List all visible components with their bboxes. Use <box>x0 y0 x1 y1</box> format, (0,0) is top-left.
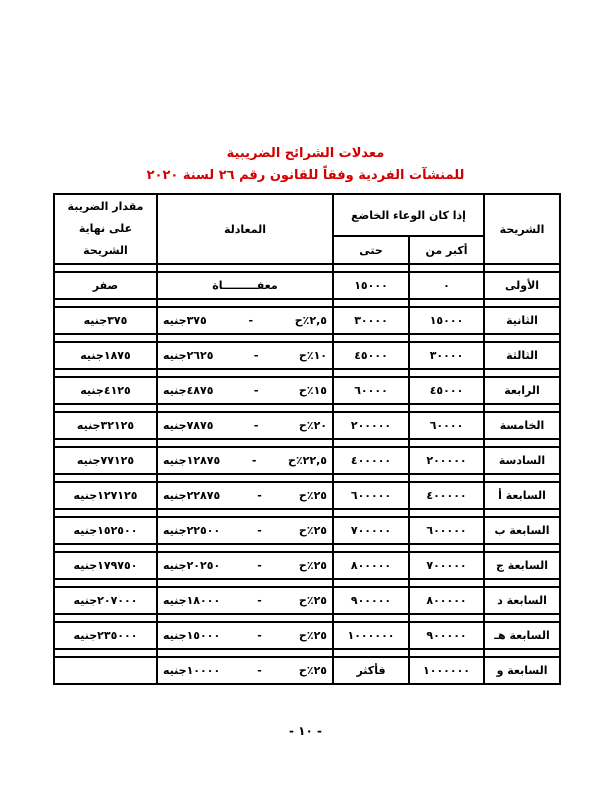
row-spacer <box>54 299 560 307</box>
equation-expression <box>161 594 329 607</box>
spacer-cell <box>157 509 333 517</box>
spacer-cell <box>54 474 157 482</box>
spacer-cell <box>54 579 157 587</box>
cell-equation <box>157 377 333 404</box>
spacer-cell <box>157 439 333 447</box>
table-row <box>54 307 560 334</box>
cell-more-than: ٧٠٠٠٠٠ <box>409 552 484 579</box>
equation-rate: ٢٢,٥٪ح <box>288 454 327 467</box>
table-row <box>54 447 560 474</box>
spacer-cell <box>333 439 409 447</box>
spacer-cell <box>409 579 484 587</box>
equation-rate: ٢٠٪ح <box>298 419 327 432</box>
cell-up-to: ٨٠٠٠٠٠ <box>333 552 409 579</box>
equation-expression <box>161 524 329 537</box>
table-row <box>54 657 560 684</box>
cell-more-than: ٦٠٠٠٠٠ <box>409 517 484 544</box>
spacer-cell <box>333 649 409 657</box>
spacer-cell <box>157 544 333 552</box>
cell-tax-amount: صفر <box>54 272 157 299</box>
spacer-cell <box>54 614 157 622</box>
cell-up-to: فأكثر <box>333 657 409 684</box>
document-title: معدلات الشرائح الضريبية <box>226 146 385 161</box>
table-row <box>54 622 560 649</box>
cell-bracket: الرابعة <box>484 377 560 404</box>
spacer-cell <box>484 579 560 587</box>
minus-sign: - <box>257 524 262 537</box>
spacer-cell <box>54 369 157 377</box>
spacer-cell <box>333 299 409 307</box>
spacer-cell <box>333 544 409 552</box>
equation-expression <box>161 349 329 362</box>
table-row <box>54 272 560 299</box>
spacer-cell <box>484 474 560 482</box>
equation-rate: ٢٥٪ح <box>298 489 327 502</box>
spacer-cell <box>333 404 409 412</box>
minus-sign: - <box>257 489 262 502</box>
spacer-cell <box>54 404 157 412</box>
minus-sign: - <box>253 419 259 432</box>
cell-tax-amount: ٧٧١٢٥جنيه <box>54 447 157 474</box>
minus-sign: - <box>253 384 259 397</box>
cell-up-to: ٤٠٠٠٠٠ <box>333 447 409 474</box>
table-row <box>54 342 560 369</box>
spacer-cell <box>409 474 484 482</box>
cell-tax-amount: ٢٣٥٠٠٠جنيه <box>54 622 157 649</box>
cell-tax-amount: ١٢٧١٢٥جنيه <box>54 482 157 509</box>
cell-up-to: ٦٠٠٠٠ <box>333 377 409 404</box>
table-row <box>54 552 560 579</box>
cell-bracket: الخامسة <box>484 412 560 439</box>
cell-equation <box>157 622 333 649</box>
spacer-cell <box>54 439 157 447</box>
header-more-than: أكبر من <box>409 236 484 264</box>
cell-up-to: ١٠٠٠٠٠٠ <box>333 622 409 649</box>
row-spacer <box>54 579 560 587</box>
cell-up-to: ٢٠٠٠٠٠ <box>333 412 409 439</box>
spacer-cell <box>333 264 409 272</box>
header-up-to: حتى <box>333 236 409 264</box>
spacer-cell <box>157 474 333 482</box>
row-spacer <box>54 509 560 517</box>
equation-subtract: ١٥٠٠٠جنيه <box>163 629 221 642</box>
cell-bracket: الأولى <box>484 272 560 299</box>
cell-bracket: السابعة ب <box>484 517 560 544</box>
spacer-cell <box>54 299 157 307</box>
minus-sign: - <box>257 664 262 677</box>
cell-bracket: السابعة د <box>484 587 560 614</box>
table-row <box>54 587 560 614</box>
minus-sign: - <box>257 559 262 572</box>
spacer-cell <box>333 474 409 482</box>
spacer-cell <box>157 369 333 377</box>
cell-bracket: السابعة هـ <box>484 622 560 649</box>
cell-more-than: ٩٠٠٠٠٠ <box>409 622 484 649</box>
cell-tax-amount: ١٨٧٥جنيه <box>54 342 157 369</box>
cell-more-than: ١٥٠٠٠ <box>409 307 484 334</box>
minus-sign: - <box>257 594 262 607</box>
spacer-cell <box>157 404 333 412</box>
cell-equation <box>157 342 333 369</box>
row-spacer <box>54 334 560 342</box>
row-spacer <box>54 474 560 482</box>
cell-more-than: ٨٠٠٠٠٠ <box>409 587 484 614</box>
row-spacer <box>54 614 560 622</box>
spacer-cell <box>409 334 484 342</box>
equation-rate: ٢٥٪ح <box>298 594 327 607</box>
minus-sign: - <box>253 349 259 362</box>
equation-rate: ٢٥٪ح <box>298 664 327 677</box>
spacer-cell <box>484 299 560 307</box>
cell-bracket: السادسة <box>484 447 560 474</box>
tax-brackets-table <box>53 193 561 685</box>
page-number: - ١٠ - <box>289 724 322 738</box>
cell-tax-amount: ٣٧٥جنيه <box>54 307 157 334</box>
spacer-cell <box>409 649 484 657</box>
equation-rate: ١٠٪ح <box>298 349 327 362</box>
cell-more-than: ٠ <box>409 272 484 299</box>
equation-subtract: ٤٨٧٥جنيه <box>163 384 214 397</box>
equation-expression <box>161 314 329 327</box>
cell-up-to: ٦٠٠٠٠٠ <box>333 482 409 509</box>
cell-equation <box>157 552 333 579</box>
cell-more-than: ٢٠٠٠٠٠ <box>409 447 484 474</box>
equation-rate: ٢٥٪ح <box>298 629 327 642</box>
spacer-cell <box>54 509 157 517</box>
equation-rate: ١٥٪ح <box>298 384 327 397</box>
spacer-cell <box>484 334 560 342</box>
cell-tax-amount: ١٥٢٥٠٠جنيه <box>54 517 157 544</box>
cell-bracket: الثالثة <box>484 342 560 369</box>
cell-tax-amount: ٢٠٧٠٠٠جنيه <box>54 587 157 614</box>
cell-equation <box>157 412 333 439</box>
spacer-cell <box>484 509 560 517</box>
spacer-cell <box>409 614 484 622</box>
equation-subtract: ٧٨٧٥جنيه <box>163 419 214 432</box>
cell-up-to: ٩٠٠٠٠٠ <box>333 587 409 614</box>
spacer-cell <box>484 404 560 412</box>
spacer-cell <box>484 649 560 657</box>
spacer-cell <box>54 264 157 272</box>
spacer-cell <box>409 544 484 552</box>
table-row <box>54 482 560 509</box>
cell-tax-amount <box>54 657 157 684</box>
cell-bracket: السابعة أ <box>484 482 560 509</box>
equation-expression <box>161 489 329 502</box>
cell-bracket: الثانية <box>484 307 560 334</box>
cell-tax-amount: ١٧٩٧٥٠جنيه <box>54 552 157 579</box>
spacer-cell <box>333 509 409 517</box>
cell-up-to: ٤٥٠٠٠ <box>333 342 409 369</box>
cell-equation <box>157 272 333 299</box>
cell-more-than: ٦٠٠٠٠ <box>409 412 484 439</box>
header-tax-amount: مقدار الضريبة على نهاية الشريحة <box>54 194 157 264</box>
equation-subtract: ٢٢٥٠٠جنيه <box>163 524 221 537</box>
spacer-cell <box>409 299 484 307</box>
row-spacer <box>54 264 560 272</box>
exempt-label: معفـــــــــاة <box>212 279 278 292</box>
table-row <box>54 412 560 439</box>
cell-tax-amount: ٣٢١٢٥جنيه <box>54 412 157 439</box>
spacer-cell <box>484 369 560 377</box>
equation-rate: ٢٥٪ح <box>298 559 327 572</box>
cell-up-to: ٧٠٠٠٠٠ <box>333 517 409 544</box>
equation-subtract: ١٠٠٠٠جنيه <box>163 664 221 677</box>
minus-sign: - <box>257 629 262 642</box>
spacer-cell <box>157 299 333 307</box>
equation-subtract: ١٨٠٠٠جنيه <box>163 594 221 607</box>
spacer-cell <box>409 439 484 447</box>
row-spacer <box>54 544 560 552</box>
cell-up-to: ٣٠٠٠٠ <box>333 307 409 334</box>
spacer-cell <box>409 404 484 412</box>
cell-tax-amount: ٤١٢٥جنيه <box>54 377 157 404</box>
cell-more-than: ٣٠٠٠٠ <box>409 342 484 369</box>
equation-expression <box>161 454 329 467</box>
cell-more-than: ١٠٠٠٠٠٠ <box>409 657 484 684</box>
spacer-cell <box>484 439 560 447</box>
equation-subtract: ١٢٨٧٥جنيه <box>163 454 221 467</box>
spacer-cell <box>484 264 560 272</box>
spacer-cell <box>157 579 333 587</box>
minus-sign: - <box>251 454 257 467</box>
spacer-cell <box>157 334 333 342</box>
spacer-cell <box>484 614 560 622</box>
spacer-cell <box>54 649 157 657</box>
cell-equation <box>157 587 333 614</box>
table-row <box>54 377 560 404</box>
equation-subtract: ٢٦٢٥جنيه <box>163 349 214 362</box>
spacer-cell <box>54 334 157 342</box>
equation-subtract: ٣٧٥جنيه <box>163 314 207 327</box>
equation-expression <box>161 419 329 432</box>
spacer-cell <box>54 544 157 552</box>
spacer-cell <box>484 544 560 552</box>
header-income-group: إذا كان الوعاء الخاضع <box>333 194 484 236</box>
equation-subtract: ٢٢٨٧٥جنيه <box>163 489 221 502</box>
equation-subtract: ٢٠٢٥٠جنيه <box>163 559 221 572</box>
row-spacer <box>54 369 560 377</box>
cell-more-than: ٤٠٠٠٠٠ <box>409 482 484 509</box>
cell-up-to: ١٥٠٠٠ <box>333 272 409 299</box>
document-subtitle: للمنشآت الفردية وفقاً للقانون رقم ٢٦ لسنة ٢٠٢٠ <box>146 168 465 183</box>
spacer-cell <box>333 369 409 377</box>
spacer-cell <box>333 334 409 342</box>
equation-expression <box>161 384 329 397</box>
spacer-cell <box>333 614 409 622</box>
minus-sign: - <box>248 314 254 327</box>
spacer-cell <box>409 264 484 272</box>
spacer-cell <box>157 264 333 272</box>
equation-rate: ٢٥٪ح <box>298 524 327 537</box>
cell-equation <box>157 482 333 509</box>
equation-expression <box>161 559 329 572</box>
spacer-cell <box>409 509 484 517</box>
cell-equation <box>157 447 333 474</box>
row-spacer <box>54 439 560 447</box>
header-bracket: الشريحة <box>484 194 560 264</box>
spacer-cell <box>157 649 333 657</box>
cell-bracket: السابعة و <box>484 657 560 684</box>
cell-equation <box>157 517 333 544</box>
equation-expression <box>161 664 329 677</box>
equation-rate: ٢,٥٪ح <box>294 314 327 327</box>
equation-expression <box>161 629 329 642</box>
table-row <box>54 517 560 544</box>
cell-more-than: ٤٥٠٠٠ <box>409 377 484 404</box>
spacer-cell <box>157 614 333 622</box>
spacer-cell <box>409 369 484 377</box>
cell-equation <box>157 657 333 684</box>
header-equation: المعادلة <box>157 194 333 264</box>
spacer-cell <box>333 579 409 587</box>
cell-equation <box>157 307 333 334</box>
row-spacer <box>54 649 560 657</box>
row-spacer <box>54 404 560 412</box>
cell-bracket: السابعة ج <box>484 552 560 579</box>
